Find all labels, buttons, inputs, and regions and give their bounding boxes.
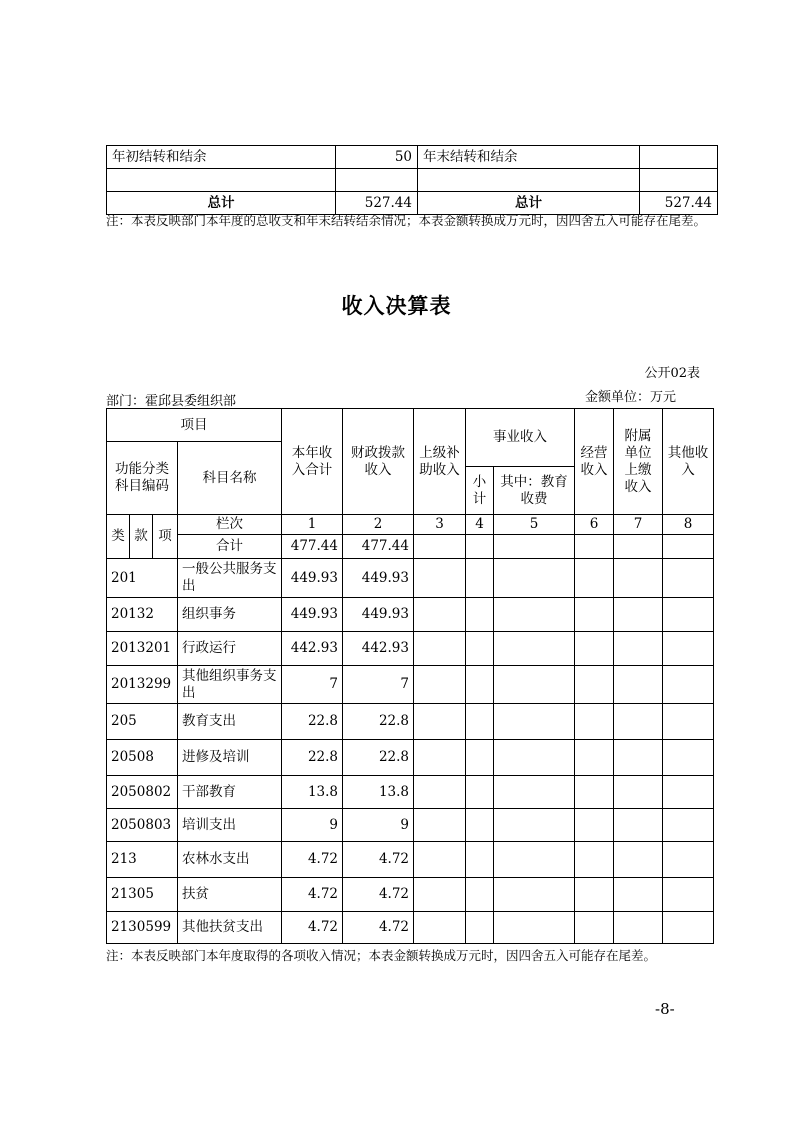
row-name: 进修及培训	[178, 740, 282, 776]
table-row	[107, 146, 718, 169]
row-name: 干部教育	[178, 776, 282, 809]
table-row	[107, 878, 714, 912]
row-total: 4.72	[282, 878, 343, 912]
row-fiscal: 442.93	[343, 632, 414, 666]
row-name: 培训支出	[178, 809, 282, 842]
row-name: 组织事务	[178, 598, 282, 632]
summary-value	[336, 169, 418, 192]
table-row	[107, 598, 714, 632]
summary-value	[640, 169, 718, 192]
row-code: 20508	[107, 740, 178, 776]
row-name: 其他扶贫支出	[178, 912, 282, 944]
table-row	[107, 912, 714, 944]
row-total: 449.93	[282, 559, 343, 598]
row-name: 一般公共服务支出	[178, 559, 282, 598]
row-code: 2050802	[107, 776, 178, 809]
total-row	[107, 535, 714, 559]
summary-label: 年末结转和结余	[418, 146, 640, 169]
row-fiscal: 449.93	[343, 559, 414, 598]
page-title: 收入决算表	[341, 294, 452, 318]
table-row	[107, 704, 714, 740]
summary-total-value: 527.44	[336, 192, 418, 215]
department-label: 部门：霍邱县委组织部	[106, 394, 237, 409]
row-code: 201	[107, 559, 178, 598]
row-code: 2050803	[107, 809, 178, 842]
row-total: 4.72	[282, 842, 343, 878]
row-name: 扶贫	[178, 878, 282, 912]
row-fiscal: 13.8	[343, 776, 414, 809]
row-total: 7	[282, 666, 343, 704]
col-number: 5	[494, 515, 575, 535]
row-code: 205	[107, 704, 178, 740]
header-affiliated: 附属单位上缴收入	[614, 409, 663, 515]
table-row	[107, 632, 714, 666]
col-number: 8	[663, 515, 714, 535]
summary-total-value: 527.44	[640, 192, 718, 215]
col-number: 1	[282, 515, 343, 535]
table-row	[107, 666, 714, 704]
row-code: 2013201	[107, 632, 178, 666]
header-fiscal: 财政拨款收入	[343, 409, 414, 515]
header-operating: 经营收入	[575, 409, 614, 515]
header-xiang: 项	[153, 515, 178, 559]
income-table	[106, 408, 714, 944]
header-row	[107, 409, 714, 442]
summary-label	[107, 169, 336, 192]
header-subject-name: 科目名称	[178, 442, 282, 515]
total-label: 合计	[178, 535, 282, 559]
total-income-value: 477.44	[282, 535, 343, 559]
row-total: 13.8	[282, 776, 343, 809]
income-note: 注：本表反映部门本年度取得的各项收入情况；本表金额转换成万元时，因四舍五入可能存在尾差。	[106, 948, 657, 963]
summary-total-label: 总计	[107, 192, 336, 215]
row-name: 农林水支出	[178, 842, 282, 878]
summary-note: 注：本表反映部门本年度的总收支和年末结转结余情况；本表金额转换成万元时，因四舍五入可能存在尾差。	[106, 213, 707, 228]
row-fiscal: 449.93	[343, 598, 414, 632]
row-code: 21305	[107, 878, 178, 912]
col-number: 3	[414, 515, 466, 535]
header-lanci: 栏次	[178, 515, 282, 535]
col-number: 6	[575, 515, 614, 535]
header-subtotal: 小计	[466, 467, 494, 515]
row-code: 213	[107, 842, 178, 878]
row-fiscal: 4.72	[343, 878, 414, 912]
row-name: 教育支出	[178, 704, 282, 740]
row-code: 2013299	[107, 666, 178, 704]
table-row	[107, 559, 714, 598]
row-code: 2130599	[107, 912, 178, 944]
table-row	[107, 169, 718, 192]
row-total: 22.8	[282, 704, 343, 740]
row-total: 22.8	[282, 740, 343, 776]
row-total: 442.93	[282, 632, 343, 666]
row-name: 行政运行	[178, 632, 282, 666]
table-code: 公开02表	[644, 366, 700, 381]
row-fiscal: 9	[343, 809, 414, 842]
row-fiscal: 22.8	[343, 740, 414, 776]
table-row	[107, 776, 714, 809]
summary-value: 50	[336, 146, 418, 169]
summary-label	[418, 169, 640, 192]
header-superior: 上级补助收入	[414, 409, 466, 515]
row-fiscal: 22.8	[343, 704, 414, 740]
col-number: 4	[466, 515, 494, 535]
row-code: 20132	[107, 598, 178, 632]
header-other: 其他收入	[663, 409, 714, 515]
row-total: 4.72	[282, 912, 343, 944]
header-project: 项目	[107, 409, 282, 442]
summary-table	[106, 145, 718, 215]
header-row	[107, 515, 714, 535]
row-fiscal: 7	[343, 666, 414, 704]
unit-label: 金额单位：万元	[585, 390, 677, 405]
header-total-income: 本年收入合计	[282, 409, 343, 515]
header-kuan: 款	[130, 515, 153, 559]
row-total: 449.93	[282, 598, 343, 632]
total-fiscal-value: 477.44	[343, 535, 414, 559]
row-name: 其他组织事务支出	[178, 666, 282, 704]
col-number: 2	[343, 515, 414, 535]
table-row	[107, 842, 714, 878]
table-row	[107, 809, 714, 842]
row-fiscal: 4.72	[343, 912, 414, 944]
page-number: -8-	[655, 1000, 675, 1018]
header-lei: 类	[107, 515, 130, 559]
header-education-fee: 其中：教育收费	[494, 467, 575, 515]
header-func-code: 功能分类科目编码	[107, 442, 178, 515]
summary-total-label: 总计	[418, 192, 640, 215]
row-fiscal: 4.72	[343, 842, 414, 878]
header-business: 事业收入	[466, 409, 575, 467]
row-total: 9	[282, 809, 343, 842]
col-number: 7	[614, 515, 663, 535]
summary-label: 年初结转和结余	[107, 146, 336, 169]
table-row	[107, 740, 714, 776]
summary-value	[640, 146, 718, 169]
